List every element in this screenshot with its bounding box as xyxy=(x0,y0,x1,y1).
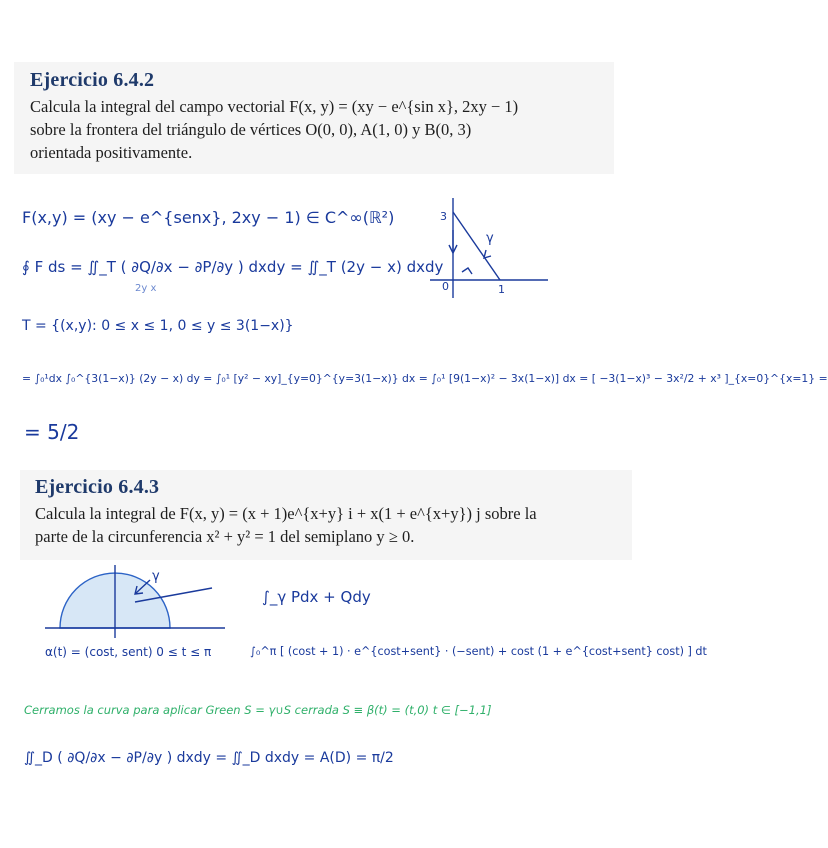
arrow-head xyxy=(462,268,472,274)
green-theorem-application: ∮ F ds = ∬_T ( ∂Q/∂x − ∂P/∂y ) dxdy = ∬_T (2y − x) dxdy xyxy=(22,258,444,276)
exercise-statement-2 xyxy=(35,502,537,548)
region-definition: T = {(x,y): 0 ≤ x ≤ 1, 0 ≤ y ≤ 3(1−x)} xyxy=(22,318,294,334)
line-integral: ∫_γ Pdx + Qdy xyxy=(262,588,371,606)
label-gamma: γ xyxy=(152,569,160,584)
green-integral: ∬_D ( ∂Q/∂x − ∂P/∂y ) dxdy = ∬_D dxdy = A(D) = π/2 xyxy=(24,750,394,766)
semicircle-diagram xyxy=(40,560,230,640)
parametric-integral: ∫₀^π [ (cost + 1) · e^{cost+sent} · (−sent) + cost (1 + e^{cost+sent} cost) ] dt xyxy=(250,645,707,658)
statement-line: orientada positivamente. xyxy=(30,143,193,162)
field-definition: F(x,y) = (xy − e^{senx}, 2xy − 1) ∈ C^∞(ℝ²) xyxy=(22,208,395,227)
label-gamma: γ xyxy=(486,231,494,246)
result-value: = 5/2 xyxy=(24,420,80,444)
statement-line: Calcula la integral del campo vectorial F(x, y) = (xy − e^{sin x}, 2xy − 1) xyxy=(30,97,519,116)
parametrization: α(t) = (cost, sent) 0 ≤ t ≤ π xyxy=(45,645,212,659)
triangle-diagram xyxy=(420,190,555,305)
exercise-statement-1 xyxy=(30,95,518,164)
label-0: 0 xyxy=(442,280,449,293)
exercise-title-1: Ejercicio 6.4.2 xyxy=(30,69,155,91)
green-note: Cerramos la curva para aplicar Green S = γ∪S cerrada S ≡ β(t) = (t,0) t ∈ [−1,1] xyxy=(24,703,492,717)
exercise-title-2: Ejercicio 6.4.3 xyxy=(35,476,160,498)
label-1: 1 xyxy=(498,283,505,296)
partial-derivative-note: 2y x xyxy=(135,283,157,294)
arrow-head xyxy=(484,250,491,258)
statement-line: parte de la circunferencia x² + y² = 1 del semiplano y ≥ 0. xyxy=(35,527,415,546)
hypotenuse xyxy=(453,212,500,280)
integral-computation: = ∫₀¹dx ∫₀^{3(1−x)} (2y − x) dy = ∫₀¹ [y² − xy]_{y=0}^{y=3(1−x)} dx = ∫₀¹ [9(1−x)² − 3x(1−x)] dx = [ −3(1−x)³ − 3x²/2 + x³ ]_{x=0}^{x=1} = xyxy=(22,372,828,385)
statement-line: sobre la frontera del triángulo de vértices O(0, 0), A(1, 0) y B(0, 3) xyxy=(30,120,472,139)
label-3: 3 xyxy=(440,210,447,223)
statement-line: Calcula la integral de F(x, y) = (x + 1)e^{x+y} i + x(1 + e^{x+y}) j sobre la xyxy=(35,504,537,523)
